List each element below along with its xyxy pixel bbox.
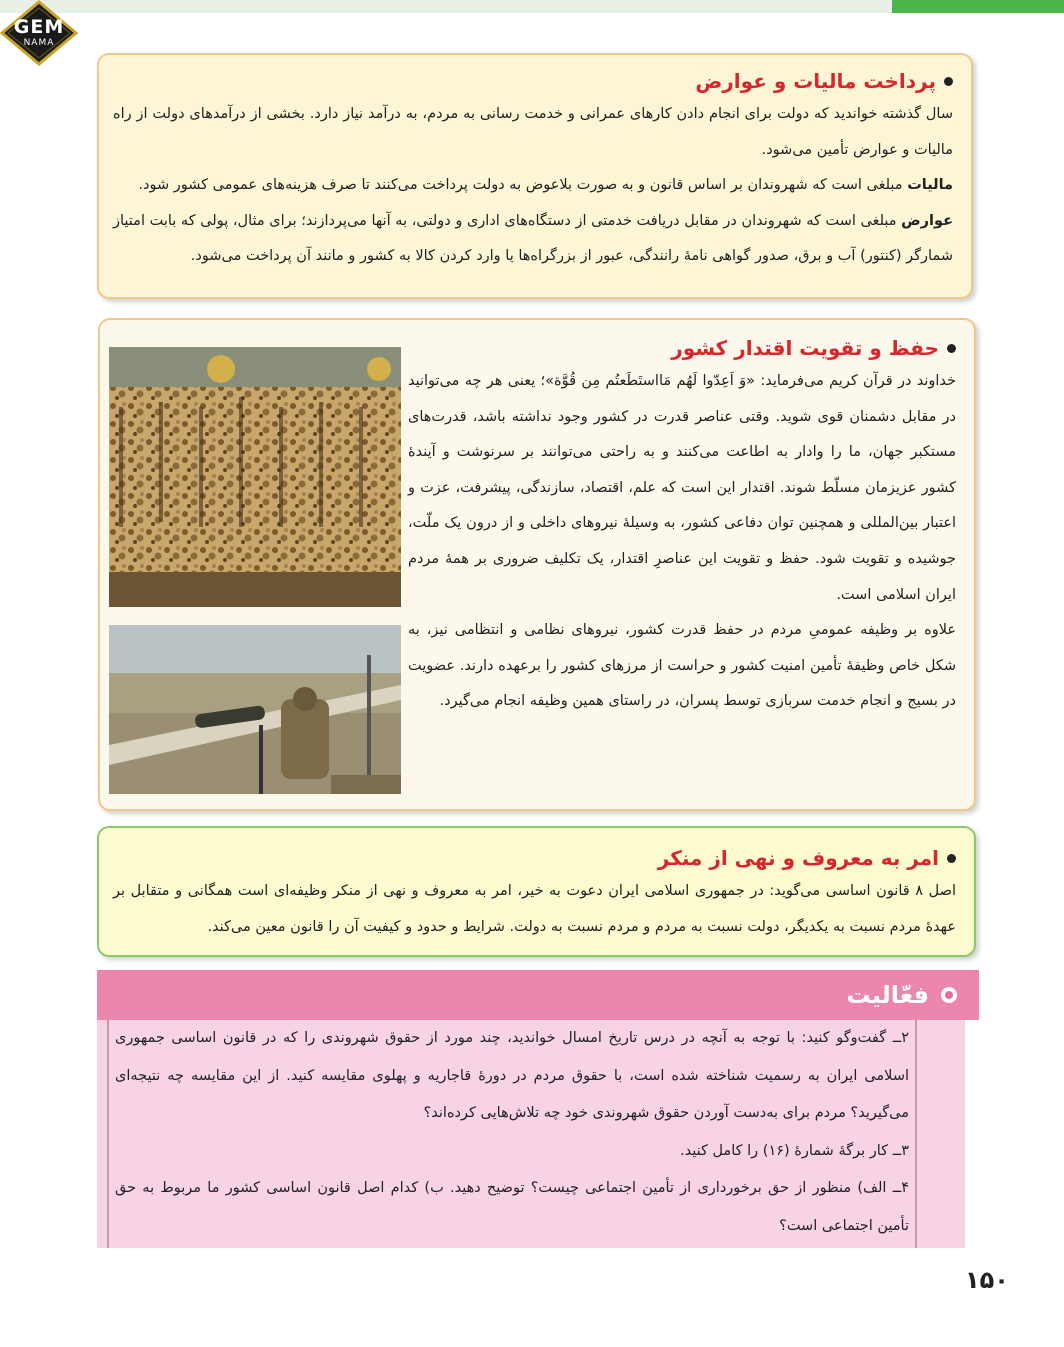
taxes-intro: سال گذشته خواندید که دولت برای انجام دادن کارهای عمرانی و خدمت رسانی به مردم، به درآمد نیاز دارد. بخشی از درآمدهای دولت از راه مالیات و عوارض تأمین می‌شود. — [113, 106, 953, 158]
logo-line-1: GEM — [13, 16, 65, 38]
border-guard-photo — [109, 625, 401, 794]
gemnama-logo — [0, 0, 78, 66]
power-paragraph-1: خداوند در قرآن کریم می‌فرماید: «وَ اَعِدّوا لَهُم مَااستَطَعتُم مِن قُوَّة»؛ یعنی هر چه می‌توانید در مقابل دشمنان قوی شوید. وقتی عناصر قدرت در کشور وجود نداشته باشد، قدرت‌های مستکبر جهان، ما را وادار به اطاعت می‌کنند و به راحتی می‌توانند بر سرنوشت و آیندهٔ کشور عزیزمان مسلّط شوند. اقتدار این است که علم، اقتصاد، سازندگی، پیشرفت، عزت و اعتبار بین‌المللی و همچنین توان دفاعی کشور، به وسیلهٔ نیروهای داخلی و از درون یک ملّت، جوشیده و تقویت شود. حفظ و تقویت این عناصرِ اقتدار، یک تکلیف ضروری بر همهٔ مردم ایران اسلامی است. — [408, 373, 956, 603]
power-heading — [408, 336, 956, 360]
military-parade-photo — [109, 347, 401, 607]
circle-icon — [941, 987, 957, 1003]
tax-definition — [113, 168, 953, 204]
bullet-icon — [944, 77, 953, 86]
activity-item-4: ۴ــ الف) منظور از حق برخورداری از تأمین اجتماعی چیست؟ توضیح دهید. ب) کدام اصل قانون اساسی کشور ما مربوط به حق تأمین اجتماعی است؟ — [115, 1180, 909, 1234]
bullet-icon — [947, 344, 956, 353]
power-paragraph-2: علاوه بر وظیفه عمومیِ مردم در حفظ قدرت کشور، نیروهای نظامی و انتظامی نیز، به شکل خاص وظیفهٔ تأمین امنیت کشور و حراست از مرزهای کشور را برعهده دارند. عضویت در بسیج و انجام خدمت سربازی توسط پسران، در راستای همین وظیفه انجام می‌گیرد. — [408, 622, 956, 710]
taxes-title: پرداخت مالیات و عوارض — [695, 69, 936, 93]
tax-definition-text: مبلغی است که شهروندان بر اساس قانون و به صورت بلاعوض به دولت پرداخت می‌کنند تا صرف هزینه‌های عمومی کشور شود. — [138, 177, 908, 193]
taxes-heading — [113, 69, 953, 93]
duty-definition-text: مبلغی است که شهروندان در مقابل دریافت خدمتی از دستگاه‌های اداری و دولتی، به آنها می‌پردازند؛ برای مثال، پولی که بابت امتیاز شمارگر (کنتور) آب و برق، صدور گواهی نامهٔ رانندگی، عبور از بزرگراه‌ها یا وارد کردن کالا به کشور و مانند آن پرداخت می‌شود. — [113, 212, 953, 264]
term-tax: مالیات — [907, 177, 953, 193]
amr-heading — [113, 846, 956, 870]
taxes-section — [97, 53, 973, 299]
power-text — [408, 332, 956, 720]
amr-section — [97, 826, 976, 957]
duty-definition — [113, 204, 953, 275]
amr-title: امر به معروف و نهی از منکر — [657, 846, 939, 870]
bullet-icon — [947, 854, 956, 863]
top-bar-accent — [892, 0, 1064, 13]
activity-title: فعّالیت — [846, 981, 929, 1009]
activity-content — [107, 1020, 917, 1248]
power-title: حفظ و تقویت اقتدار کشور — [671, 336, 939, 360]
term-duty: عوارض — [901, 212, 953, 229]
activity-body — [97, 1020, 965, 1248]
activity-item-3: ۳ــ کار برگهٔ شمارهٔ (۱۶) را کامل کنید. — [679, 1142, 909, 1159]
activity-header — [97, 970, 979, 1020]
page-number: ۱۵۰ — [965, 1266, 1009, 1294]
logo-line-2: NAMA — [23, 38, 55, 48]
activity-item-2: ۲ــ گفت‌وگو کنید: با توجه به آنچه در درس تاریخ امسال خواندید، چند مورد از حقوق شهروندی را که در قانون اساسی جمهوری اسلامی ایران به رسمیت شناخته شده است، با حقوق مردم در دورهٔ قاجاریه و پهلوی مقایسه کنید. از این مقایسه چه نتیجه‌ای می‌گیرید؟ مردم برای به‌دست آوردن حقوق شهروندی خود چه تلاش‌هایی کرده‌اند؟ — [115, 1030, 909, 1121]
amr-paragraph: اصل ۸ قانون اساسی می‌گوید: در جمهوری اسلامی ایران دعوت به خیر، امر به معروف و نهی از منکر وظیفه‌ای است همگانی و متقابل بر عهدهٔ مردم نسبت به یکدیگر، دولت نسبت به مردم و مردم نسبت به دولت. شرایط و حدود و کیفیت آن را قانون معین می‌کند. — [113, 883, 956, 935]
